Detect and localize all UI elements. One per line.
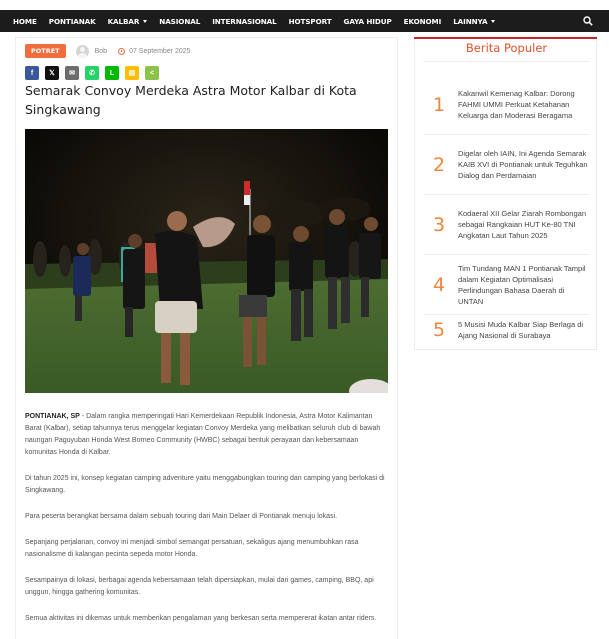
nav-label: HOME	[13, 16, 37, 26]
paragraph-text: - Dalam rangka memperingati Hari Kemerdekaan Republik Indonesia, Astra Motor Kalimantan Barat (Kalbar), setiap tahunnya terus menggelar kegiatan Convoy Merdeka yang melibatkan seluruh club di bawah naungan Paguyuban Honda West Borneo Community (HWBC) sebagai bentuk perayaan dan kebersamaan komunitas Honda di Kalbar.	[25, 413, 381, 456]
nav-item-lainnya[interactable]	[453, 17, 495, 26]
whatsapp-share-button[interactable]: ✆	[85, 66, 99, 80]
popular-item-link[interactable]: 5 Musisi Muda Kalbar Siap Berlaga di Ajang Nasional di Surabaya	[458, 320, 584, 340]
author-name[interactable]: Bob	[94, 47, 108, 55]
nav-label: HOTSPORT	[288, 16, 332, 26]
search-icon[interactable]	[583, 16, 593, 26]
popular-item[interactable]	[424, 255, 589, 315]
nav-item-ekonomi[interactable]	[404, 17, 442, 26]
nav-item-kalbar[interactable]	[108, 17, 148, 26]
nav-label: EKONOMI	[403, 16, 442, 26]
rank-number: 5	[432, 319, 446, 341]
sidebar-title: Berita Populer	[465, 41, 548, 55]
article-photo	[25, 129, 388, 393]
article-paragraph: Sepanjang perjalanan, convoy ini menjadi simbol semangat persatuan, sekaligus ajang menumbuhkan rasa nasionalisme di kalangan pecinta sepeda motor Honda.	[25, 539, 359, 558]
nav-item-pontianak[interactable]	[49, 17, 96, 26]
category-badge[interactable]: POTRET	[25, 44, 66, 58]
popular-news-sidebar	[414, 37, 597, 350]
nav-label: LAINNYA	[453, 16, 488, 26]
dateline: PONTIANAK, SP	[25, 413, 80, 420]
rank-number: 1	[432, 93, 446, 116]
clock-icon	[118, 48, 125, 55]
article-paragraph: Semua aktivitas ini dikemas untuk memberikan pengalaman yang berkesan serta mempererat ikatan antar riders.	[25, 615, 377, 622]
top-navigation-bar	[0, 10, 609, 32]
chevron-down-icon	[491, 20, 495, 23]
article-paragraph: Di tahun 2025 ini, konsep kegiatan camping adventure yaitu menggabungkan touring dan camping yang berlokasi di Singkawang.	[25, 475, 385, 494]
sidebar-accent-bar	[414, 37, 597, 39]
sms-share-button[interactable]: ▤	[125, 66, 139, 80]
convoy-night-photo	[25, 129, 388, 393]
popular-item[interactable]	[424, 75, 589, 135]
popular-item-link[interactable]: Kodaeral XII Gelar Ziarah Rombongan sebagai Rangkaian HUT Ke-80 TNI Angkatan Laut Tahun 2025	[458, 209, 586, 240]
popular-item[interactable]	[424, 195, 589, 255]
article-card	[15, 37, 398, 639]
rank-number: 3	[432, 213, 446, 236]
nav-label: KALBAR	[107, 16, 140, 26]
article-body	[25, 411, 391, 639]
nav-item-gaya-hidup[interactable]	[344, 17, 392, 26]
nav-label: PONTIANAK	[48, 16, 96, 26]
publish-date: 07 September 2025	[129, 47, 191, 55]
article-paragraph	[25, 411, 391, 459]
popular-item-link[interactable]: Kakanwil Kemenag Kalbar: Dorong FAHMI UMMI Perkuat Ketahanan Keluarga dan Moderasi Beragama	[458, 89, 575, 120]
nav-item-nasional[interactable]	[159, 17, 200, 26]
facebook-share-button[interactable]: f	[25, 66, 39, 80]
popular-item[interactable]	[424, 315, 589, 345]
article-paragraph: Sesampainya di lokasi, berbagai agenda kebersamaan telah dipersiapkan, mulai dari games, camping, BBQ, api unggun, hingga gathering komunitas.	[25, 577, 374, 596]
share-buttons	[25, 66, 165, 80]
line-share-button[interactable]: L	[105, 66, 119, 80]
popular-item-link[interactable]: Tim Tundang MAN 1 Pontianak Tampil dalam Kegiatan Optimalisasi Perlindungan Bahasa Daerah di UNTAN	[458, 263, 586, 306]
rank-number: 4	[432, 273, 446, 296]
nav-item-home[interactable]	[13, 17, 37, 26]
email-share-button[interactable]: ✉	[65, 66, 79, 80]
article-title: Semarak Convoy Merdeka Astra Motor Kalbar di Kota Singkawang	[25, 83, 357, 117]
divider	[423, 61, 590, 62]
nav-label: NASIONAL	[159, 16, 201, 26]
nav-item-hotsport[interactable]	[289, 17, 332, 26]
nav-label: INTERNASIONAL	[212, 16, 277, 26]
author-avatar-icon	[76, 45, 89, 58]
popular-item[interactable]	[424, 135, 589, 195]
nav-item-internasional[interactable]	[212, 17, 276, 26]
chevron-down-icon	[143, 20, 147, 23]
x-share-button[interactable]: 𝕏	[45, 66, 59, 80]
popular-item-link[interactable]: Digelar oleh IAIN, Ini Agenda Semarak KAIB XVI di Pontianak untuk Teguhkan Dialog dan Perdamaian	[458, 149, 588, 180]
nav-label: GAYA HIDUP	[343, 16, 392, 26]
rank-number: 2	[432, 153, 446, 176]
article-meta	[25, 44, 191, 58]
more-share-button[interactable]: <	[145, 66, 159, 80]
article-paragraph: Para peserta berangkat bersama dalam sebuah touring dari Main Delaer di Pontianak menuju lokasi.	[25, 513, 338, 520]
